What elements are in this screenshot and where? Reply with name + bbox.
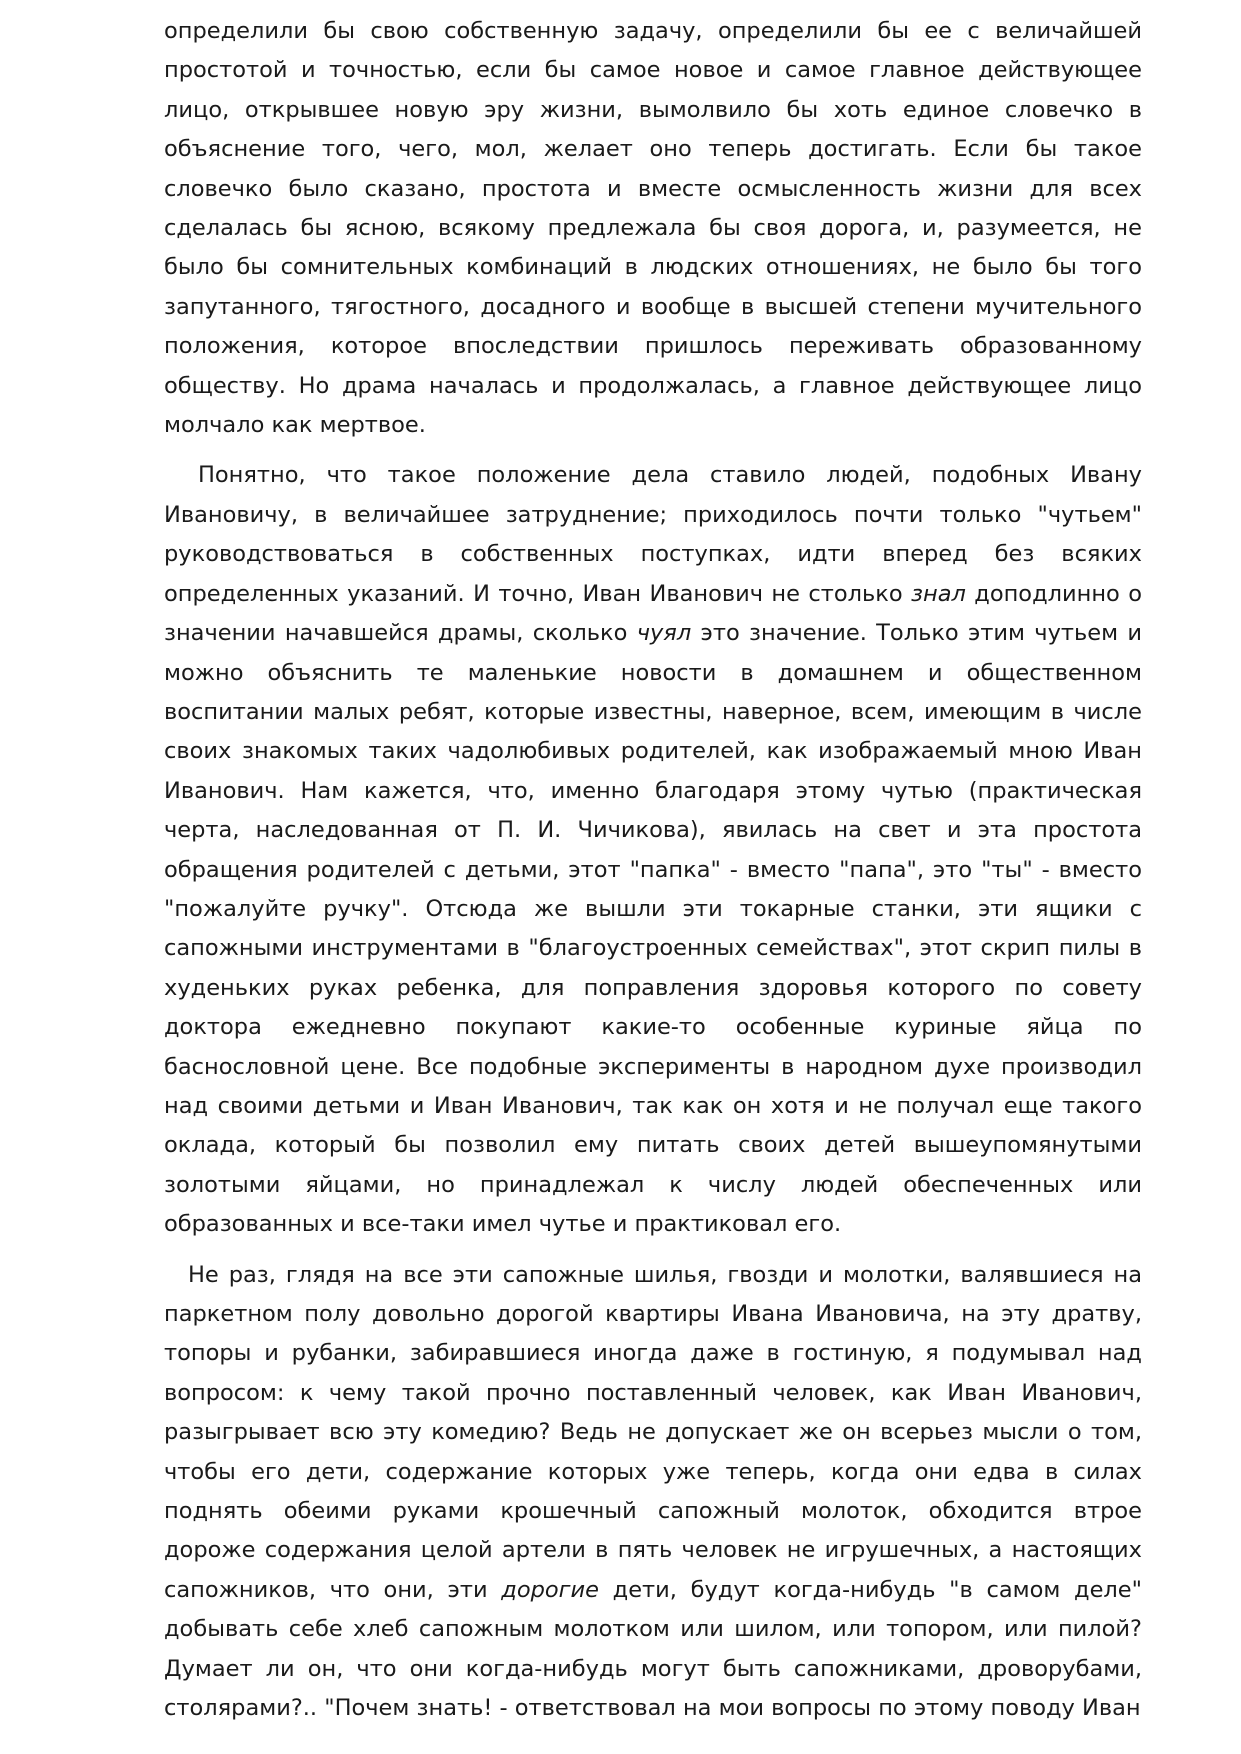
italic-word-chuyal: чуял [636,620,692,647]
paragraph-3-text-part-2: дети, будут когда-нибудь "в самом деле" добывать себе хлеб сапожным молотком или шилом, или топором, или пилой? Думает ли он, что они когда-нибудь могут быть сапожниками, дроворубами, столярами?.. "Почем знать! - ответствовал на мои вопросы по этому поводу Иван [164,1576,1142,1722]
italic-word-znal: знал [911,580,966,607]
paragraph-2-text-part-2: доподлинно о значении начавшейся драмы, сколько [164,580,1142,647]
paragraph-2-text-part-1: Понятно, что такое положение дела ставило людей, подобных Ивану Ивановичу, в величайшее затруднение; приходилось почти только "чутьем" руководствоваться в собственных поступках, идти вперед без всяких определенных указаний. И точно, Иван Иванович не столько [164,462,1142,607]
paragraph-3-text-part-1: Не раз, глядя на все эти сапожные шилья, гвозди и молотки, валявшиеся на паркетном полу довольно дорогой квартиры Ивана Ивановича, на эту дратву, топоры и рубанки, забиравшиеся иногда даже в гостиную, я подумывал над вопросом: к чему такой прочно поставленный человек, как Иван Иванович, разыгрывает всю эту комедию? Ведь не допускает же он всерьез мысли о том, чтобы его дети, содержание которых уже теперь, когда они едва в силах поднять обеими руками крошечный сапожный молоток, обходится втрое дороже содержания целой артели в пять человек не игрушечных, а настоящих сапожников, что они, эти [164,1261,1142,1603]
text-column [164,12,1142,1728]
paragraph-2 [164,456,1142,1244]
paragraph-1-text: определили бы свою собственную задачу, определили бы ее с величайшей простотой и точностью, если бы самое новое и самое главное действующее лицо, открывшее новую эру жизни, вымолвило бы хоть единое словечко в объяснение того, чего, мол, желает оно теперь достигать. Если бы такое словечко было сказано, простота и вместе осмысленность жизни для всех сделалась бы ясною, всякому предлежала бы своя дорога, и, разумеется, не было бы сомнительных комбинаций в людских отношениях, не было бы того запутанного, тягостного, досадного и вообще в высшей степени мучительного положения, которое впоследствии пришлось переживать образованному обществу. Но драма началась и продолжалась, а главное действующее лицо молчало как мертвое. [164,18,1142,439]
paragraph-3 [164,1256,1142,1729]
paragraph-2-text-part-3: это значение. Только этим чутьем и можно объяснить те маленькие новости в домашнем и общественном воспитании малых ребят, которые известны, наверное, всем, имеющим в числе своих знакомых таких чадолюбивых родителей, как изображаемый мною Иван Иванович. Нам кажется, что, именно благодаря этому чутью (практическая черта, наследованная от П. И. Чичикова), явилась на свет и эта простота обращения родителей с детьми, этот "папка" - вместо "папа", это "ты" - вместо "пожалуйте ручку". Отсюда же вышли эти токарные станки, эти ящики с сапожными инструментами в "благоустроенных семействах", этот скрип пилы в худеньких руках ребенка, для поправления здоровья которого по совету доктора ежедневно покупают какие-то особенные куриные яйца по баснословной цене. Все подобные эксперименты в народном духе производил над своими детьми и Иван Иванович, так как он хотя и не получал еще такого оклада, который бы позволил ему питать своих детей вышеупомянутыми золотыми яйцами, но принадлежал к числу людей обеспеченных или образованных и все-таки имел чутье и практиковал его. [164,620,1142,1238]
italic-word-dorogie: дорогие [501,1576,599,1603]
paragraph-1 [164,12,1142,445]
